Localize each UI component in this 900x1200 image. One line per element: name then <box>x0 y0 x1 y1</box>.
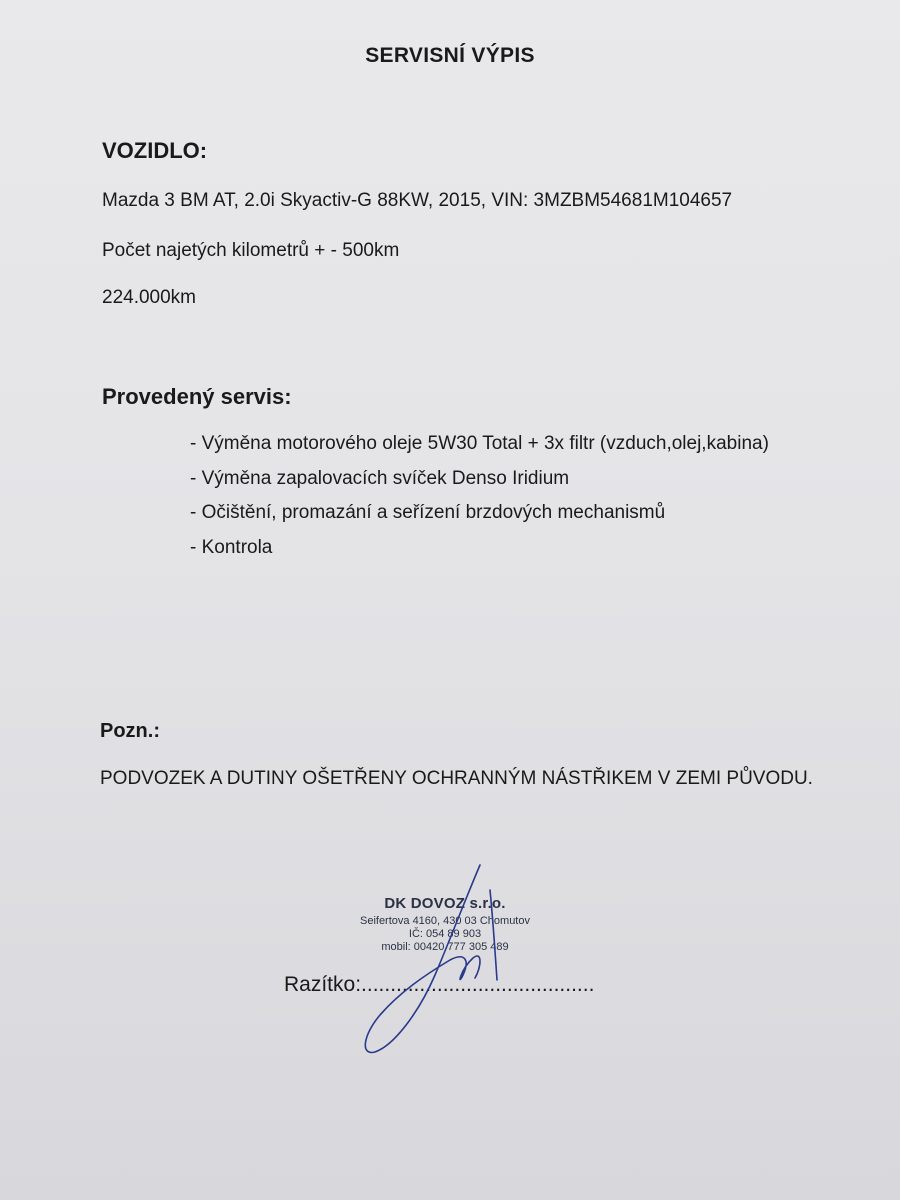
mileage-value: 224.000km <box>102 287 197 308</box>
mileage-note: Počet najetých kilometrů + - 500km <box>102 240 400 261</box>
service-item: - Výměna motorového oleje 5W30 Total + 3x filtr (vzduch,olej,kabina) <box>190 433 769 454</box>
stamp-address: Seifertova 4160, 430 03 Chomutov <box>359 915 530 927</box>
stamp-company: DK DOVOZ s.r.o. <box>384 895 506 912</box>
vehicle-heading: VOZIDLO: <box>102 138 208 163</box>
service-heading: Provedený servis: <box>102 384 292 409</box>
note-heading: Pozn.: <box>100 720 160 742</box>
note-text: PODVOZEK A DUTINY OŠETŘENY OCHRANNÝM NÁSTŘIKEM V ZEMI PŮVODU. <box>100 768 813 789</box>
signature <box>355 860 525 1060</box>
service-item: - Očištění, promazání a seřízení brzdových mechanismů <box>190 502 666 523</box>
stamp-ic: IČ: 054 89 903 <box>408 928 482 940</box>
service-list <box>190 432 769 570</box>
service-item: - Výměna zapalovacích svíček Denso Iridium <box>190 467 570 489</box>
stamp-phone: mobil: 00420 777 305 489 <box>381 941 509 953</box>
vehicle-description: Mazda 3 BM AT, 2.0i Skyactiv-G 88KW, 2015, VIN: 3MZBM54681M104657 <box>102 190 733 211</box>
document-title: SERVISNÍ VÝPIS <box>365 44 535 67</box>
stamp-label: Razítko:........................................ <box>284 973 595 996</box>
service-item: - Kontrola <box>190 536 273 558</box>
